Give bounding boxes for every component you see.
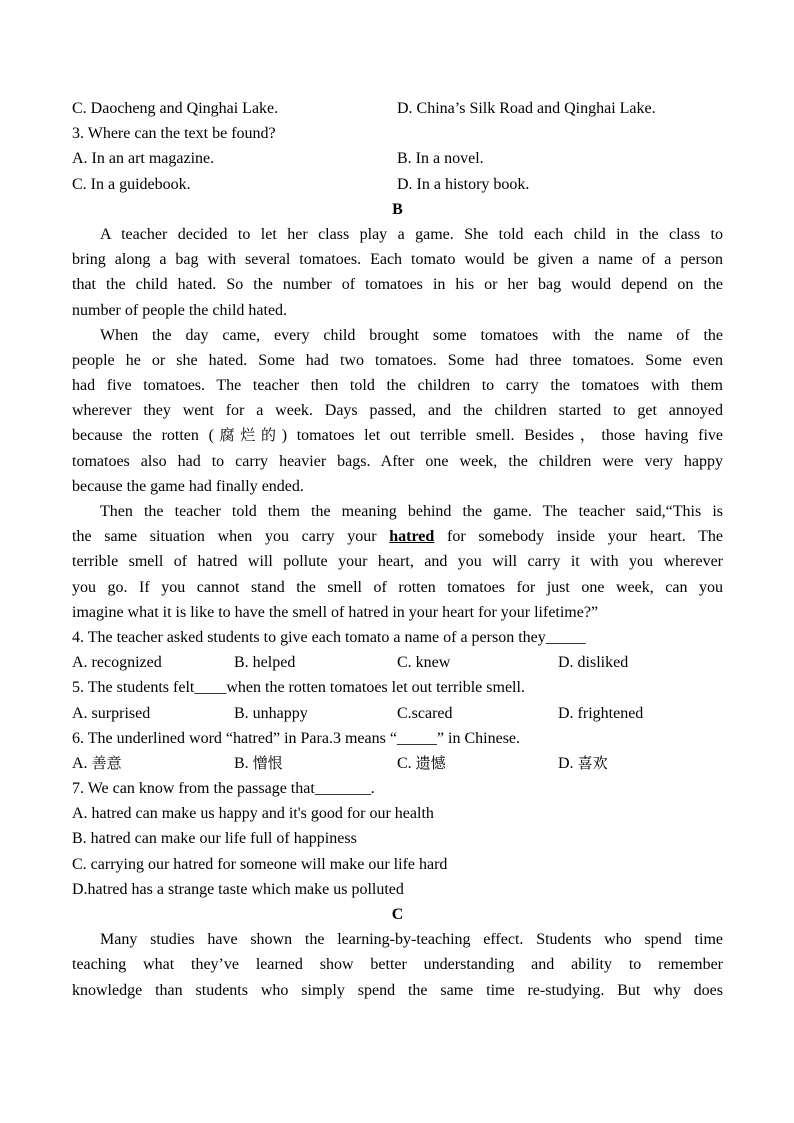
option-chinese: 憎恨 xyxy=(252,753,283,772)
section-b-paragraph-3 xyxy=(72,499,723,625)
q3-stem: 3. Where can the text be found? xyxy=(72,125,276,143)
text-line: teaching what they’ve learned show better understanding and ability to remember xyxy=(72,956,723,974)
q7-option-b: B. hatred can make our life full of happiness xyxy=(72,830,357,848)
worksheet-page xyxy=(72,96,723,1003)
text-line-with-chinese xyxy=(72,423,723,448)
option-letter: A. xyxy=(72,754,88,772)
q5-stem: 5. The students felt____when the rotten tomatoes let out terrible smell. xyxy=(72,679,525,697)
text-line: bring along a bag with several tomatoes. Each tomato would be given a name of a person xyxy=(72,251,723,269)
q4-option-c: C. knew xyxy=(397,654,451,672)
q3-option-b: B. In a novel. xyxy=(397,150,484,168)
text-line: because the game had finally ended. xyxy=(72,477,304,495)
q3-options-row-1 xyxy=(72,146,723,171)
text-segment: ) tomatoes let out terrible smell. Besides，those having five xyxy=(281,427,723,445)
text-segment: because the rotten ( xyxy=(72,427,214,445)
chinese-gloss: 腐烂的 xyxy=(213,426,282,445)
q5-option-d: D. frightened xyxy=(558,704,644,722)
text-line: had five tomatoes. The teacher then told the children to carry the tomatoes with them xyxy=(72,377,723,395)
q2-option-c: C. Daocheng and Qinghai Lake. xyxy=(72,100,279,117)
text-line: wherever they went for a week. Days passed, and the children started to get annoyed xyxy=(72,402,723,420)
q6-option-c xyxy=(397,751,446,776)
q3-options-row-2 xyxy=(72,172,723,197)
text-line: A teacher decided to let her class play a game. She told each child in the class to xyxy=(100,225,723,243)
q7-option-d: D.hatred has a strange taste which make us polluted xyxy=(72,880,404,898)
text-line: terrible smell of hatred will pollute your heart, and you will carry it with you wherever xyxy=(72,553,723,571)
q6-options-row xyxy=(72,751,723,776)
q3-option-c: C. In a guidebook. xyxy=(72,175,191,193)
q2-option-d: D. China’s Silk Road and Qinghai Lake. xyxy=(397,100,656,117)
section-b-paragraph-1 xyxy=(72,222,723,323)
q6-stem: 6. The underlined word “hatred” in Para.3 means “_____” in Chinese. xyxy=(72,729,521,747)
text-line: knowledge than students who simply spend the same time re-studying. But why does xyxy=(72,981,723,999)
q4-stem: 4. The teacher asked students to give each tomato a name of a person they_____ xyxy=(72,628,586,646)
text-segment: the same situation when you carry your xyxy=(72,528,390,546)
q4-option-a: A. recognized xyxy=(72,654,162,672)
q6-option-b xyxy=(234,751,283,776)
text-line: tomatoes also had to carry heavier bags. After one week, the children were very happy xyxy=(72,452,723,470)
option-letter: C. xyxy=(397,754,412,772)
option-letter: B. xyxy=(234,754,249,772)
section-b-heading: B xyxy=(392,200,403,218)
option-letter: D. xyxy=(558,754,574,772)
q5-option-b: B. unhappy xyxy=(234,704,308,722)
option-chinese: 遗憾 xyxy=(415,753,446,772)
q6-option-d xyxy=(558,751,608,776)
q6-option-a xyxy=(72,751,122,776)
text-line: that the child hated. So the number of tomatoes in his or her bag would depend on the xyxy=(72,276,723,294)
text-line: imagine what it is like to have the smell of hatred in your heart for your lifetime?” xyxy=(72,603,599,621)
q2-options-row xyxy=(72,96,723,121)
text-segment: for somebody inside your heart. The xyxy=(434,528,724,546)
q5-option-a: A. surprised xyxy=(72,704,151,722)
option-chinese: 喜欢 xyxy=(577,753,608,772)
section-c-paragraph-1 xyxy=(72,927,723,1003)
section-c-heading: C xyxy=(391,906,404,923)
q7-option-c: C. carrying our hatred for someone will make our life hard xyxy=(72,855,448,873)
q3-option-a: A. In an art magazine. xyxy=(72,150,215,168)
q7-stem: 7. We can know from the passage that_______. xyxy=(72,780,375,798)
text-line: Many studies have shown the learning-by-teaching effect. Students who spend time xyxy=(100,931,723,949)
q5-option-c: C.scared xyxy=(397,704,453,722)
q4-option-d: D. disliked xyxy=(558,654,629,672)
text-line-with-underline xyxy=(72,524,723,549)
text-line: Then the teacher told them the meaning behind the game. The teacher said,“This is xyxy=(100,503,723,520)
text-line: number of people the child hated. xyxy=(72,301,288,319)
text-line: When the day came, every child brought some tomatoes with the name of the xyxy=(100,326,723,344)
section-b-paragraph-2 xyxy=(72,323,723,499)
q4-option-b: B. helped xyxy=(234,654,296,672)
q4-options-row xyxy=(72,650,723,675)
q3-option-d: D. In a history book. xyxy=(397,175,530,193)
option-chinese: 善意 xyxy=(91,753,122,772)
text-line: people he or she hated. Some had two tomatoes. Some had three tomatoes. Some even xyxy=(72,351,723,369)
underlined-word-hatred: hatred xyxy=(389,528,435,546)
text-line: you go. If you cannot stand the smell of rotten tomatoes for just one week, can you xyxy=(72,578,723,596)
q5-options-row xyxy=(72,701,723,726)
q7-option-a: A. hatred can make us happy and it's good for our health xyxy=(72,805,434,823)
